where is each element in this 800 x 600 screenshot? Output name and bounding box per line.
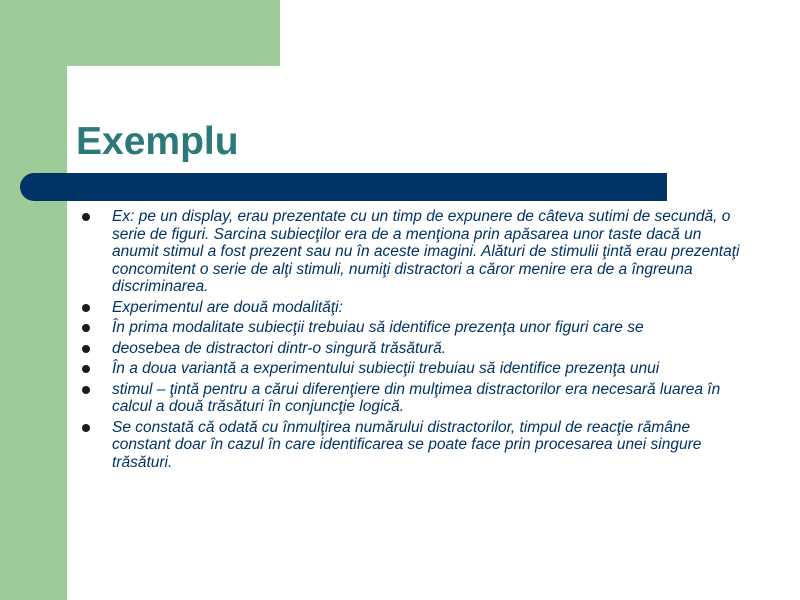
bullet-text: stimul – ţintă pentru a cărui diferenţiere din mulţimea distractorilor era necesară luarea în calcul a două trăsături în conjuncţie logică. [112, 380, 721, 415]
bullet-dot-icon [82, 304, 90, 312]
bullet-text: Ex: pe un display, erau prezentate cu un timp de expunere de câteva sutimi de secundă, o serie de figuri. Sarcina subiecţilor era de a menţiona prin apăsarea unor taste dacă un anumit stimul a fost prezent sau nu în aceste imagini. Alături de stimulii ţintă erau prezentaţi concomitent o serie de alţi stimuli, numiţi distractori a căror menire era de a îngreuna discriminarea. [112, 208, 740, 295]
slide-title: Exemplu [76, 120, 239, 163]
bullet-dot-icon [82, 424, 90, 432]
bullet-item [78, 419, 748, 472]
bullet-dot-icon [82, 324, 90, 332]
green-band-left [0, 0, 67, 600]
bullet-item [78, 319, 748, 337]
bullet-text: În prima modalitate subiecţii trebuiau să identifice prezenţa unor figuri care se [112, 319, 644, 336]
green-band-top [0, 0, 280, 66]
title-underline-bar [20, 173, 667, 201]
bullet-text: Experimentul are două modalităţi: [112, 298, 343, 316]
bullet-text: deosebea de distractori dintr-o singură trăsătură. [112, 339, 447, 357]
bullet-dot-icon [82, 365, 90, 373]
bullet-text: Se constată că odată cu înmulţirea numărului distractorilor, timpul de reacţie rămâne constant doar în cazul în care identificarea se poate face prin procesarea unei singure trăsături. [112, 418, 702, 471]
rounded-corner [67, 66, 127, 126]
bullet-dot-icon [82, 345, 90, 353]
bullet-dot-icon [82, 386, 90, 394]
bullet-item [78, 381, 748, 416]
bullet-list [78, 208, 748, 474]
bullet-item [78, 340, 748, 358]
bullet-item [78, 299, 748, 317]
bullet-dot-icon [82, 213, 90, 221]
bullet-item [78, 360, 748, 378]
bullet-item [78, 208, 748, 296]
bullet-text: În a doua variantă a experimentului subiecţii trebuiau să identifice prezenţa unui [112, 360, 660, 377]
